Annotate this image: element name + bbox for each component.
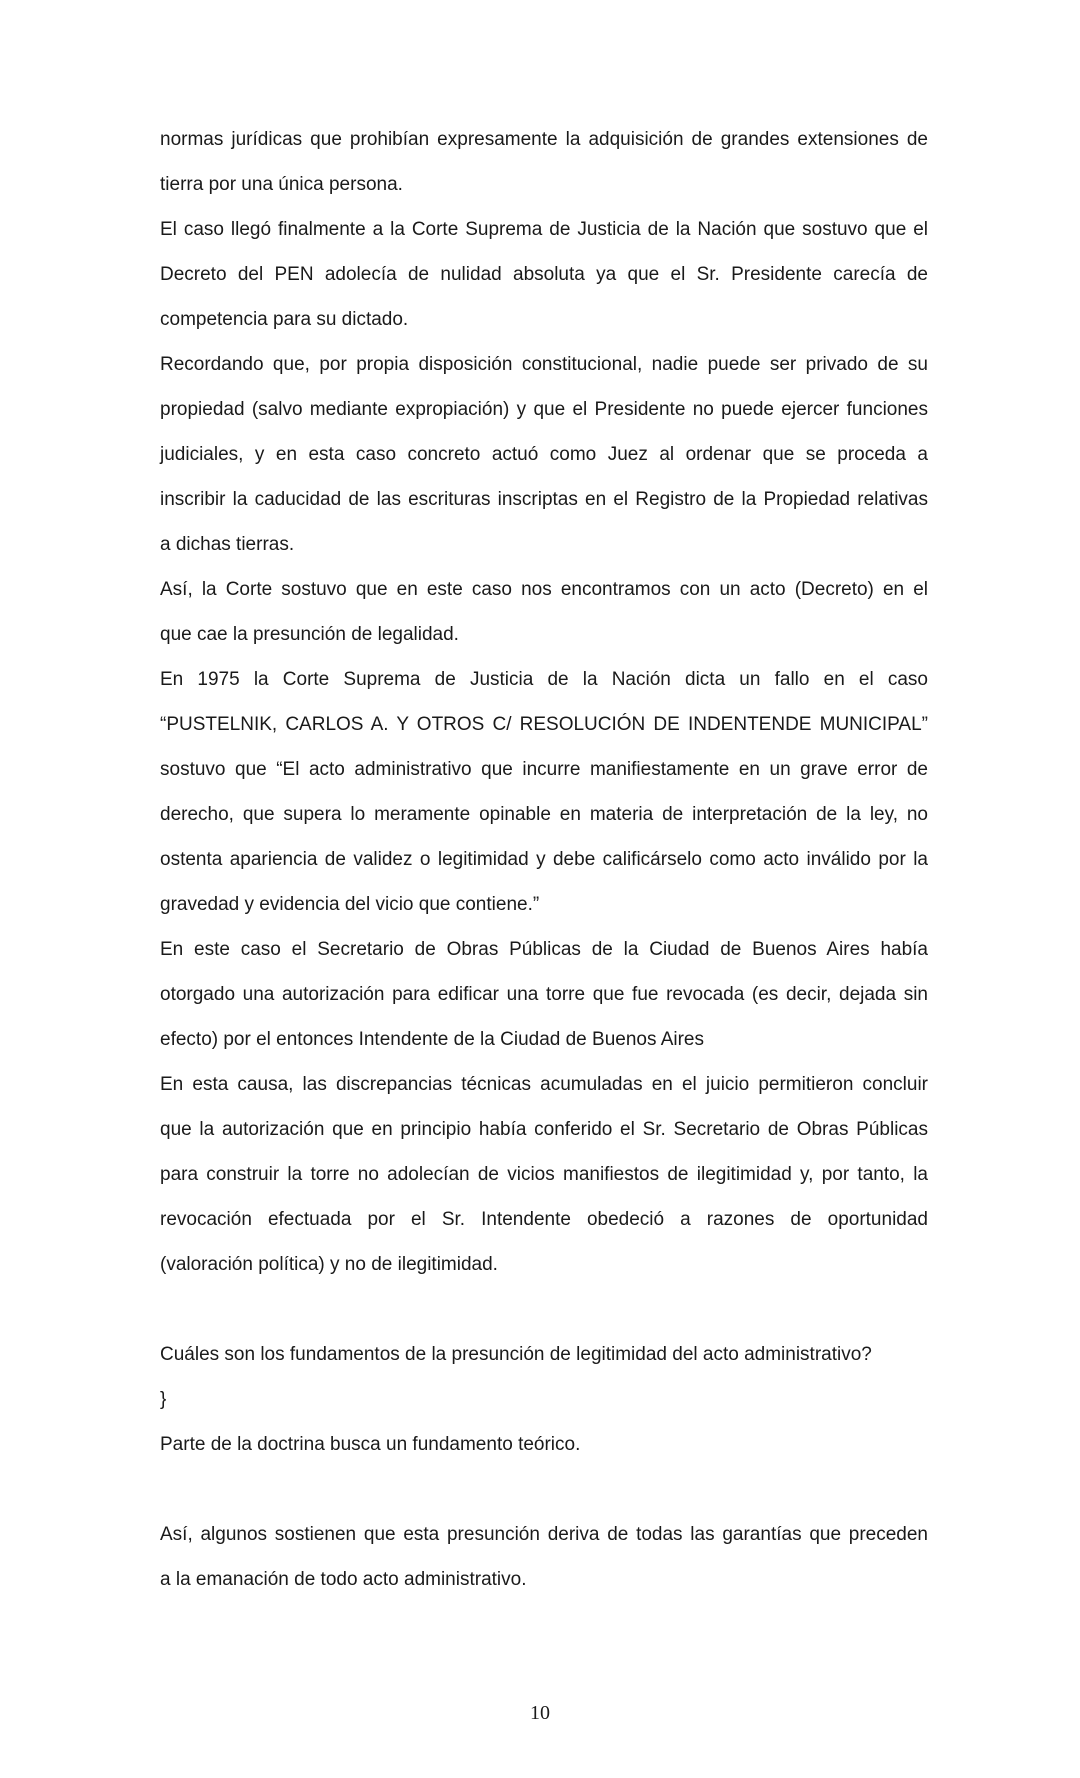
text-line: Cuáles son los fundamentos de la presunción de legitimidad del acto administrativo? bbox=[160, 1344, 872, 1365]
text-line: En este caso el Secretario de Obras Públicas de la Ciudad de Buenos Aires había bbox=[160, 939, 928, 960]
text-line: En esta causa, las discrepancias técnicas acumuladas en el juicio permitieron concluir bbox=[160, 1074, 928, 1095]
text-line: inscribir la caducidad de las escrituras inscriptas en el Registro de la Propiedad relativas bbox=[160, 489, 928, 510]
text-line: (valoración política) y no de ilegitimidad. bbox=[160, 1254, 498, 1275]
text-line: propiedad (salvo mediante expropiación) y que el Presidente no puede ejercer funciones bbox=[160, 399, 928, 420]
text-line: Así, la Corte sostuvo que en este caso nos encontramos con un acto (Decreto) en el bbox=[160, 579, 928, 600]
text-line: ostenta apariencia de validez o legitimidad y debe calificárselo como acto inválido por la bbox=[160, 849, 928, 870]
text-line: que la autorización que en principio había conferido el Sr. Secretario de Obras Públicas bbox=[160, 1119, 928, 1140]
text-line: “PUSTELNIK, CARLOS A. Y OTROS C/ RESOLUCIÓN DE INDENTENDE MUNICIPAL” bbox=[160, 714, 928, 735]
text-line: a dichas tierras. bbox=[160, 534, 295, 555]
text-line: normas jurídicas que prohibían expresamente la adquisición de grandes extensiones de bbox=[160, 129, 928, 150]
text-line: a la emanación de todo acto administrativo. bbox=[160, 1569, 527, 1590]
text-line: tierra por una única persona. bbox=[160, 174, 403, 195]
text-line: revocación efectuada por el Sr. Intendente obedeció a razones de oportunidad bbox=[160, 1209, 928, 1230]
text-line: derecho, que supera lo meramente opinable en materia de interpretación de la ley, no bbox=[160, 804, 928, 825]
page-number: 10 bbox=[530, 1702, 550, 1724]
text-line: Decreto del PEN adolecía de nulidad absoluta ya que el Sr. Presidente carecía de bbox=[160, 264, 928, 285]
text-line: judiciales, y en esta caso concreto actuó como Juez al ordenar que se proceda a bbox=[160, 444, 928, 465]
text-line: Parte de la doctrina busca un fundamento teórico. bbox=[160, 1434, 581, 1455]
text-line: En 1975 la Corte Suprema de Justicia de la Nación dicta un fallo en el caso bbox=[160, 669, 928, 690]
text-line: que cae la presunción de legalidad. bbox=[160, 624, 459, 645]
text-line: competencia para su dictado. bbox=[160, 309, 409, 330]
text-line: Recordando que, por propia disposición constitucional, nadie puede ser privado de su bbox=[160, 354, 928, 375]
text-line: sostuvo que “El acto administrativo que incurre manifiestamente en un grave error de bbox=[160, 759, 928, 780]
text-line: para construir la torre no adolecían de vicios manifiestos de ilegitimidad y, por tanto, la bbox=[160, 1164, 928, 1185]
text-line: Así, algunos sostienen que esta presunción deriva de todas las garantías que preceden bbox=[160, 1524, 928, 1545]
text-line: otorgado una autorización para edificar una torre que fue revocada (es decir, dejada sin bbox=[160, 984, 928, 1005]
text-line: gravedad y evidencia del vicio que contiene.” bbox=[160, 894, 540, 915]
text-line: efecto) por el entonces Intendente de la Ciudad de Buenos Aires bbox=[160, 1029, 704, 1050]
text-line: El caso llegó finalmente a la Corte Suprema de Justicia de la Nación que sostuvo que el bbox=[160, 219, 928, 240]
text-line: } bbox=[160, 1389, 167, 1410]
